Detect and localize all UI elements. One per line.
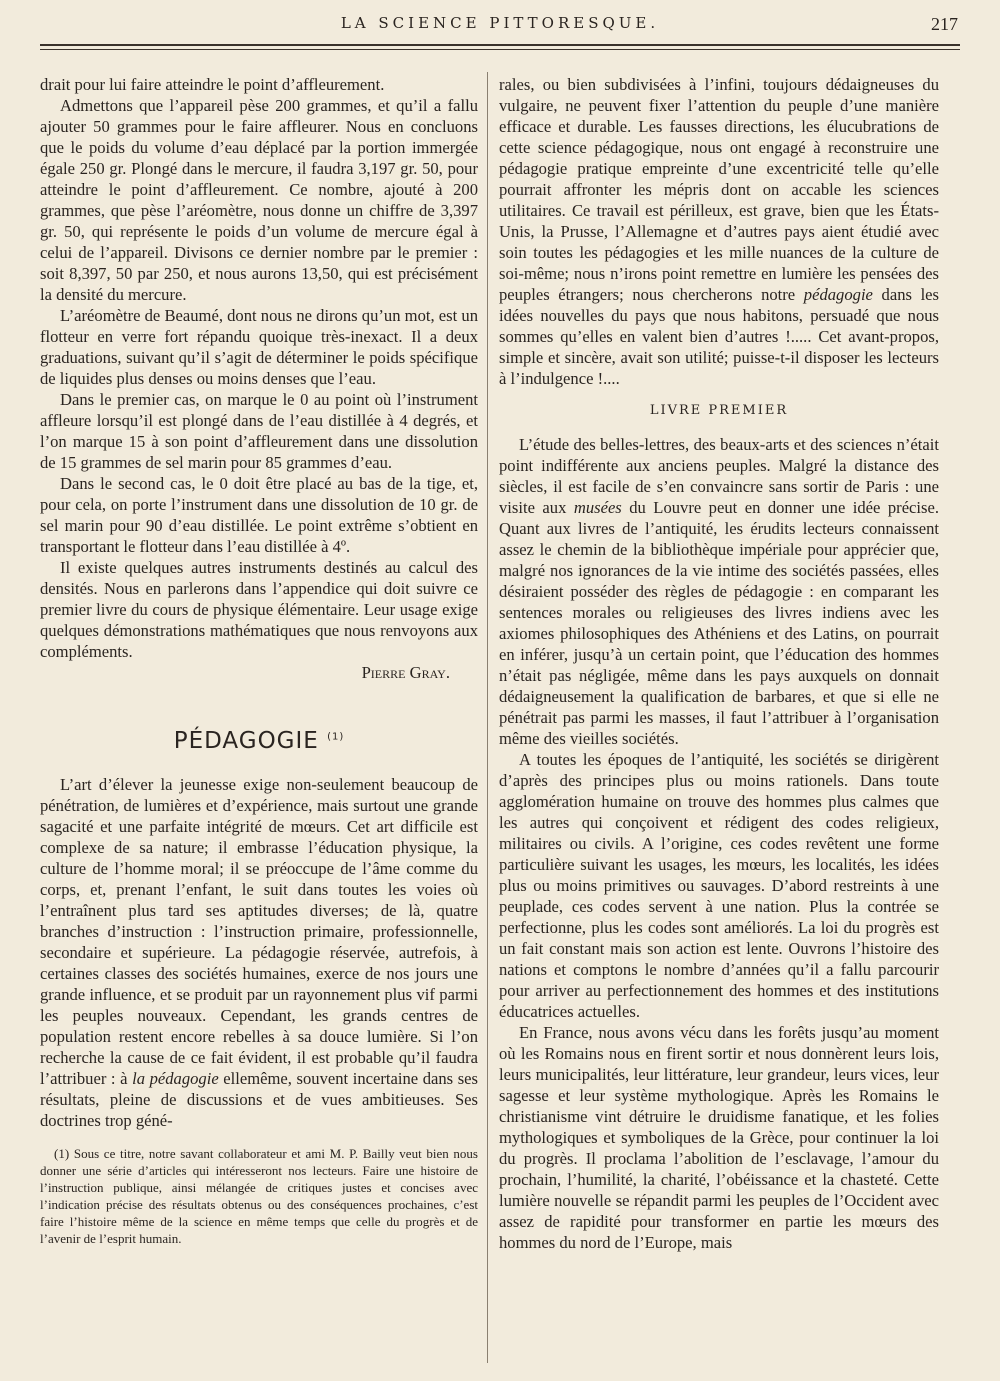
- footnote: (1) Sous ce titre, notre savant collaborateur et ami M. P. Bailly veut bien nous donner une série d’articles qui intéresseront nos lecteurs. Faire une histoire de l’instruction publique, ainsi mélangée de critiques justes et concises avec l’indication précise des résultats obtenus ou des conséquences prochaines, c’est faire l’histoire même de la science en même temps que celle du progrès et de l’avenir de l’esprit humain.: [40, 1146, 478, 1246]
- paragraph: Dans le premier cas, on marque le 0 au point où l’instrument affleure lorsqu’il est plongé dans de l’eau distillée à 4 degrés, et l’on marque 15 à son point d’affleurement dans une dissolution de 15 grammes de sel marin pour 85 grammes d’eau.: [40, 390, 478, 472]
- paragraph: En France, nous avons vécu dans les forêts jusqu’au moment où les Romains nous en firent sortir et nous donnèrent leurs lois, leurs municipalités, leur littérature, leur grandeur, leurs vices, leur sagesse et leur système mythologique. Après les Romains le christianisme vint détruire le druidisme fanatique, et les folies mythologiques et symboliques de la Grèce, pour continuer la loi du progrès. Il proclama l’abolition de l’esclavage, l’amour du prochain, l’humilité, la charité, l’obéissance et la chasteté. Cette lumière nouvelle se répandit parmi les peuples de l’Occident avec assez de rapidité pour transformer en partie les mœurs des hommes du nord de l’Europe, mais: [499, 1023, 939, 1252]
- left-column: [40, 74, 478, 1247]
- paragraph: Il existe quelques autres instruments destinés au calcul des densités. Nous en parlerons dans l’appendice qui doit suivre ce premier livre du cours de physique élémentaire. Leur usage exige quelques démonstrations mathématiques que nous renvoyons aux compléments.: [40, 558, 478, 661]
- running-title: LA SCIENCE PITTORESQUE.: [340, 14, 660, 32]
- paragraph: L’aréomètre de Beaumé, dont nous ne dirons qu’un mot, est un flotteur en verre fort répandu quoique très-inexact. Il a deux graduations, suivant qu’il s’agit de déterminer le poids spécifique de liquides plus denses ou moins denses que l’eau.: [40, 306, 478, 388]
- italic-term: la pédagogie: [132, 1069, 219, 1088]
- right-column: [499, 74, 939, 1253]
- text-run: dans les idées nouvelles du pays que nous habitons, persuadé que nous sommes qu’elles en valent bien d’autres !..... Cet avant-propos, simple et sincère, avait son utilité; puisse-t-il disposer les lecteurs à l’indulgence !....: [499, 285, 940, 388]
- page-number: 217: [931, 14, 958, 34]
- text-run: L’étude des belles-lettres, des beaux-arts et des sciences n’était point indifférente aux anciens peuples. Malgré la distance des siècles, il est facile de s’en convaincre sans sortir de Paris : une visite aux: [499, 435, 939, 517]
- paragraph: Dans le second cas, le 0 doit être placé au bas de la tige, et, pour cela, on porte l’instrument dans une dissolution de 10 gr. de sel marin pour 90 d’eau distillée. Le point extrême s’obtient en transportant le flotteur dans l’eau distillée à 4º.: [40, 474, 478, 556]
- section-title: [40, 728, 478, 754]
- text-run: ellemême, souvent incertaine dans ses résultats, pleine de discussions et de vues ambitieuses. Ses doctrines trop géné-: [40, 1069, 478, 1130]
- author-signature: Pierre Gray.: [361, 663, 450, 682]
- paragraph: Admettons que l’appareil pèse 200 grammes, et qu’il a fallu ajouter 50 grammes pour le faire affleurer. Nous en concluons que le poids du volume d’eau déplacé par la portion immergée égale 250 gr. Plongé dans le mercure, il faudra 3,197 gr. 50, pour atteindre le point d’affleurement. Ce nombre, ajouté à 200 grammes, que pèse l’aréomètre, nous donne un chiffre de 3,397 gr. 50, qui représente le poids d’un volume de mercure égal à celui de l’appareil. Divisons ce dernier nombre par le premier : soit 8,397, 50 par 250, et nous aurons 13,50, qui est précisément la densité du mercure.: [40, 96, 478, 304]
- column-divider: [487, 72, 488, 1363]
- paragraph: A toutes les époques de l’antiquité, les sociétés se dirigèrent d’après des principes plus ou moins rationels. Dans toute agglomération humaine on trouve des hommes plus calmes que les autres qui conçoivent et rédigent des codes religieux, militaires ou civils. A l’origine, ces codes revêtent une forme particulière suivant les usages, les mœurs, les localités, les idées plus ou moins primitives ou sauvages. D’abord restreints à une peuplade, ces codes servent à une nation. Plus la contrée se perfectionne, plus les codes sont améliorés. La loi du progrès est un fait constant mais son action est lente. Ouvrons l’histoire des nations et comptons le nombre d’années qu’il a fallu parcourir pour arriver au perfectionnement des hommes et des institutions éducatrices actuelles.: [499, 750, 939, 1021]
- section-title-text: PÉDAGOGIE: [173, 728, 319, 754]
- paragraph: [499, 74, 939, 389]
- italic-term: pédagogie: [803, 285, 873, 304]
- paragraph: [499, 434, 939, 749]
- paragraph: drait pour lui faire atteindre le point d’affleurement.: [40, 75, 385, 94]
- paragraph: [40, 774, 478, 1131]
- text-run: rales, ou bien subdivisées à l’infini, toujours dédaigneuses du vulgaire, ne peuvent fixer l’attention du peuple d’une manière efficace et durable. Les fausses directions, les élucubrations de cette science pédagogique, nous ont engagé à reconstruire une pédagogie pratique empreinte d’une excentricité telle qu’elle pourrait affronter les mépris dont on accable les sciences utilitaires. Ce travail est périlleux, est grave, bien que les États-Unis, la Prusse, l’Allemagne et d’autres pays aient étudié avec soin toutes les pédagogies et les mille nuances de la culture de soi-même; nous n’irons point remettre en lumière les pensées des peuples étrangers; nous chercherons notre: [499, 75, 939, 304]
- page-header: [40, 10, 960, 40]
- text-run: L’art d’élever la jeunesse exige non-seulement beaucoup de pénétration, de lumières et d’expérience, mais surtout une grande sagacité et une parfaite intégrité de mœurs. Cet art difficile est complexe de sa nature; il embrasse l’éducation physique, la culture de l’homme moral; il se préoccupe de l’âme comme du corps, et, prenant l’enfant, le suit dans toutes les voies où l’entraînent plus tard ses aptitudes diverses; de là, quatre branches d’instruction : l’instruction primaire, professionnelle, secondaire et supérieure. La pédagogie réservée, autrefois, à certaines classes des sociétés humaines, exerce de nos jours une grande influence, et se produit par un rayonnement plus vif parmi les peuples nouveaux. Cependant, les grands centres de population restent encore rebelles à sa douce lumière. Si l’on recherche la cause de ce fait évident, il est probable qu’il faudra l’attribuer : à: [40, 775, 478, 1088]
- footnote-marker: (1): [327, 731, 345, 743]
- italic-term: musées: [573, 498, 622, 517]
- header-rule: [40, 44, 960, 50]
- text-run: du Louvre peut en donner une idée précise. Quant aux livres de l’antiquité, les érudits lecteurs connaissent assez le chemin de la bibliothèque impériale pour apprécier que, malgré nos ignorances de la vie intime des sociétés passées, elles désiraient posséder des règles de pédagogie : en comparant les sentences morales ou religieuses des livres indiens avec les axiomes philosophiques des Athéniens et des Latins, on pourrait en inférer, jusqu’à un certain point, que l’éducation des hommes n’était pas négligée, même dans les pays auxquels on donnait dédaigneusement la qualification de barbares, et que si elle ne pénétrait pas parmi les masses, il faut l’attribuer à l’organisation même des vieilles sociétés.: [499, 498, 940, 748]
- subsection-title: LIVRE PREMIER: [649, 403, 789, 418]
